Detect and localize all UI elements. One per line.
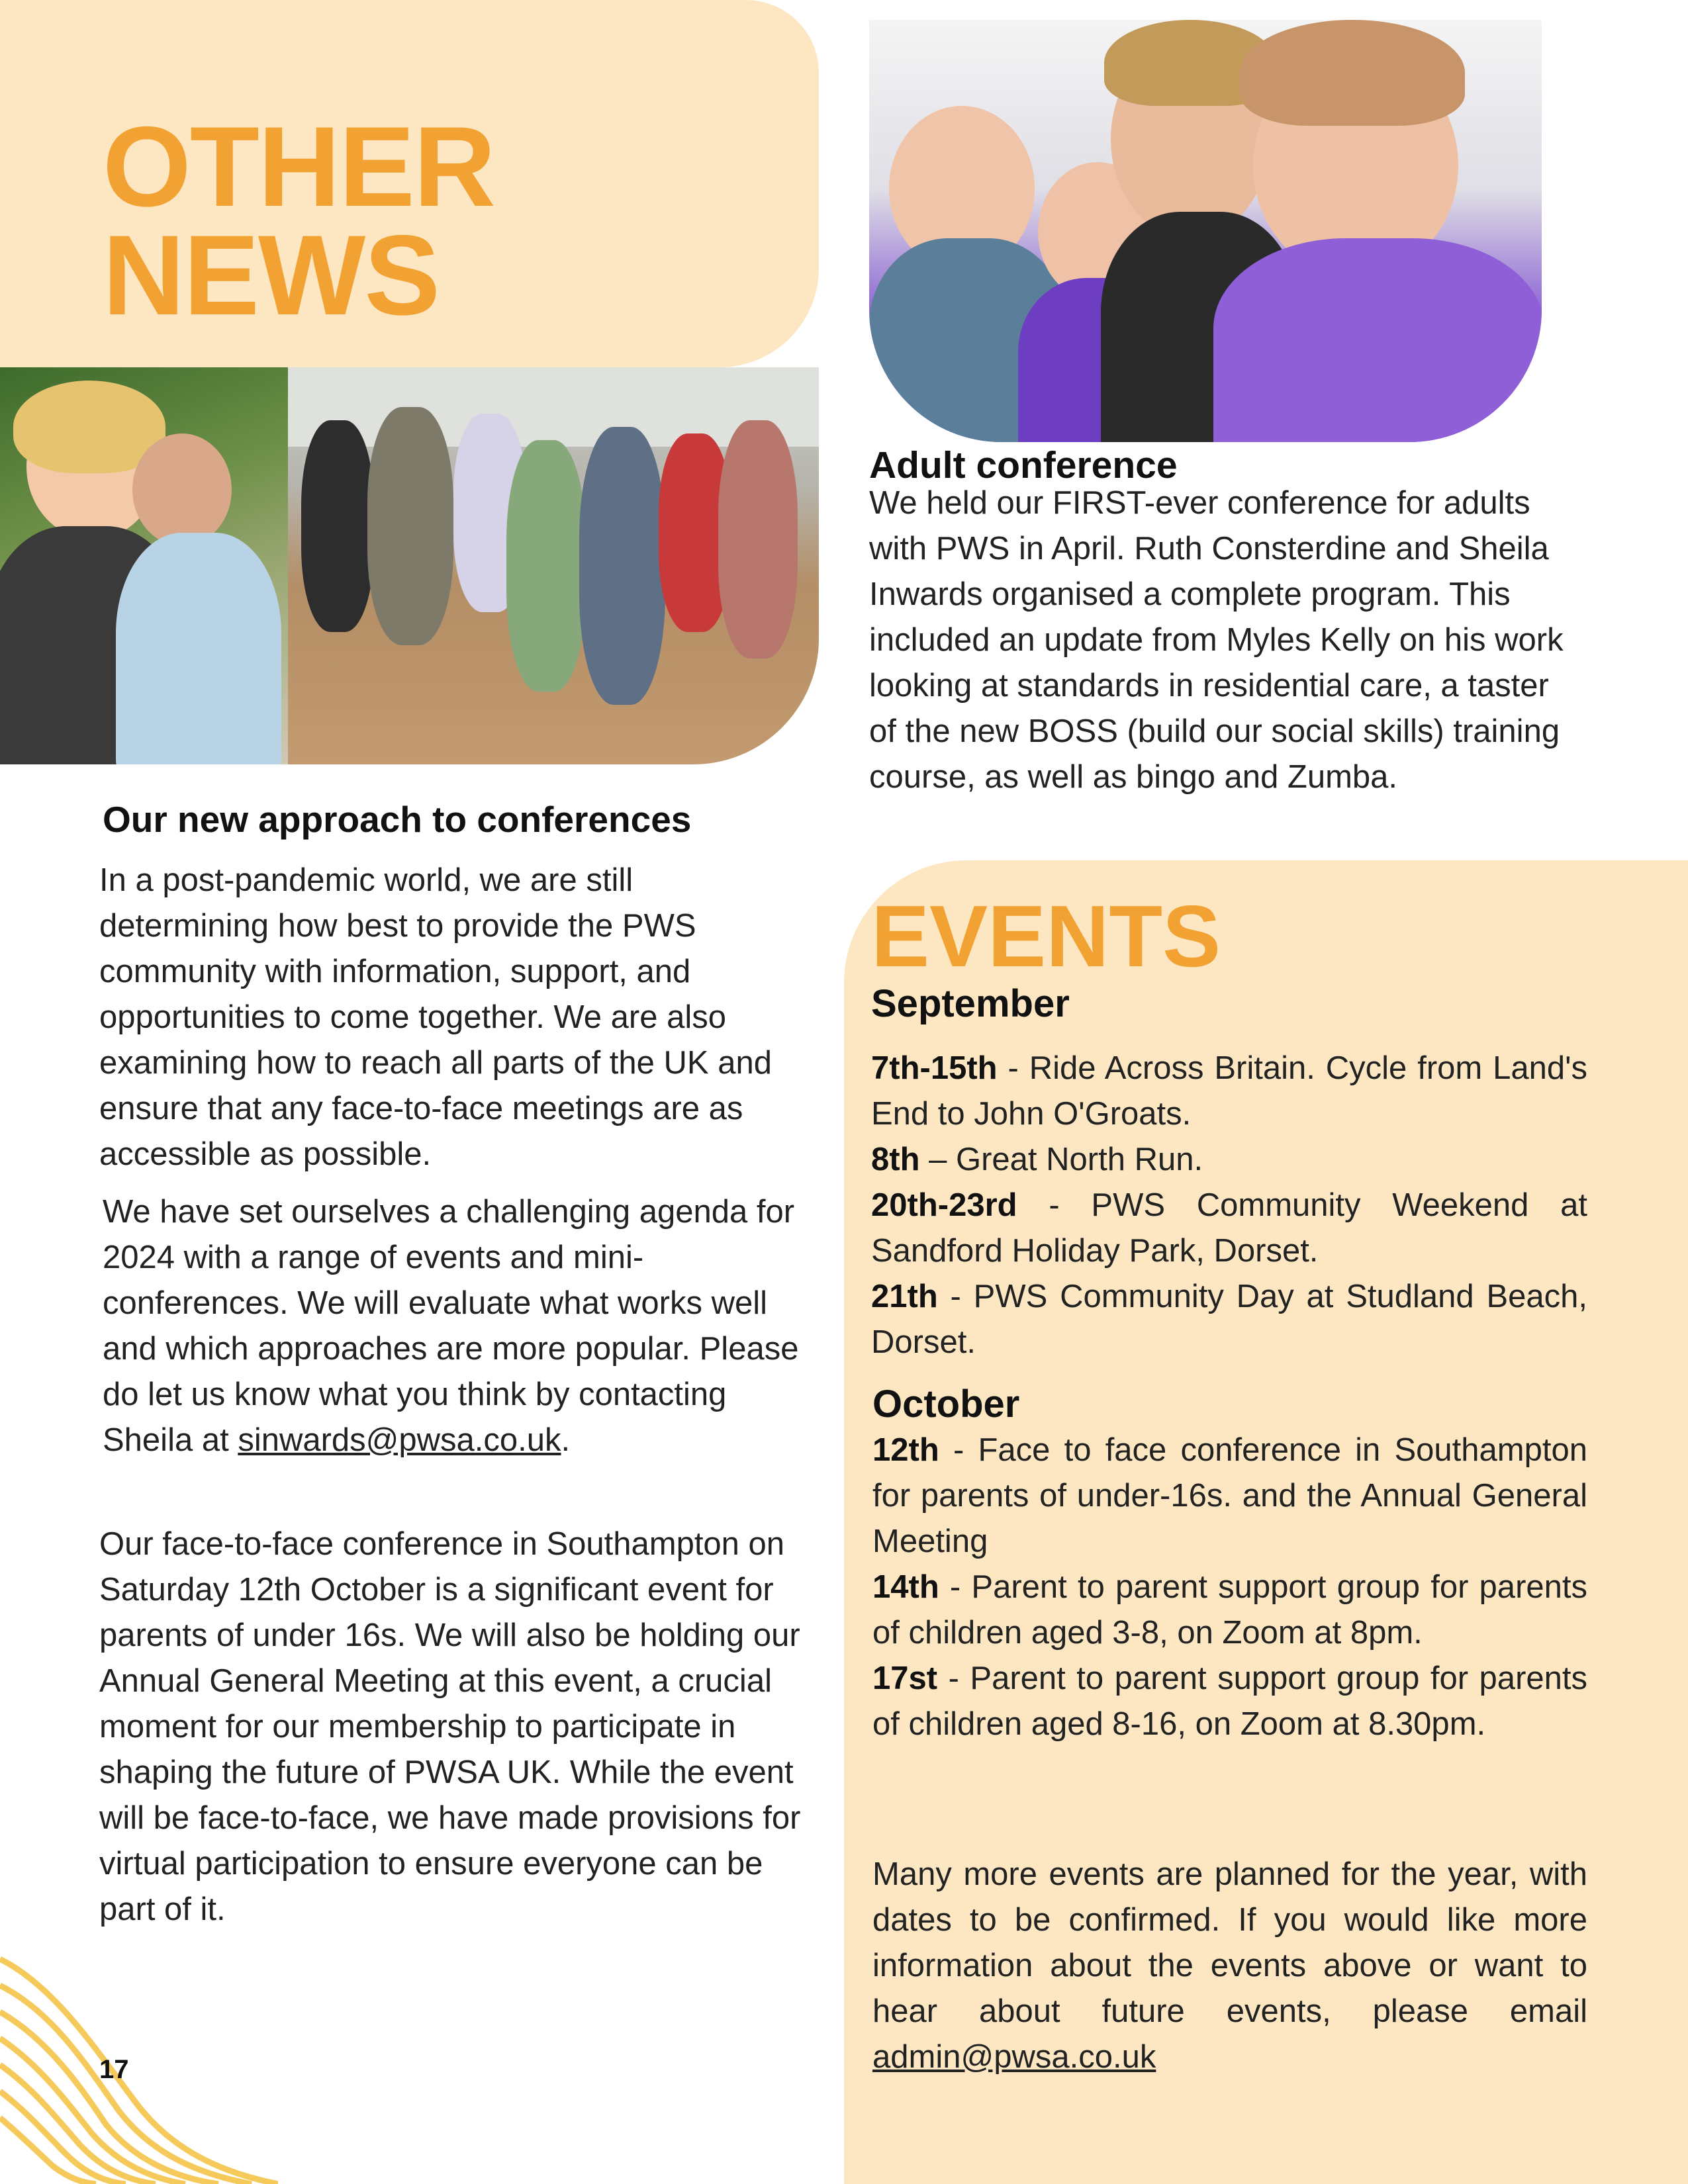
conferences-paragraph-2-end: .	[561, 1422, 571, 1458]
event-description: - Face to face conference in Southampton for parents of under-16s. and the Annual General Meeting	[872, 1432, 1587, 1559]
admin-email-link[interactable]: admin@pwsa.co.uk	[872, 2039, 1156, 2075]
photo-adult-conference-organisers	[869, 20, 1542, 442]
photo-two-friends	[0, 367, 288, 764]
events-more-info	[872, 1852, 1587, 2080]
page-title: OTHER NEWS	[103, 103, 494, 339]
page-number: 17	[99, 2055, 129, 2084]
event-description: - Parent to parent support group for parents of children aged 3-8, on Zoom at 8pm.	[872, 1569, 1587, 1651]
event-item	[872, 1565, 1587, 1656]
event-description: - Parent to parent support group for parents of children aged 8-16, on Zoom at 8.30pm.	[872, 1661, 1587, 1742]
sheila-email-link[interactable]: sinwards@pwsa.co.uk	[238, 1422, 561, 1458]
adult-conference-heading: Adult conference	[869, 444, 1178, 486]
adult-conference-body: We held our FIRST-ever conference for adults with PWS in April. Ruth Consterdine and Sheila Inwards organised a complete program. This included an update from Myles Kelly on his work looking at standards in residential care, a taster of the new BOSS (build our social skills) training course, as well as bingo and Zumba.	[869, 485, 1564, 795]
event-description: - PWS Community Weekend at Sandford Holiday Park, Dorset.	[871, 1187, 1587, 1269]
wave-decoration	[0, 1946, 278, 2184]
event-description: – Great North Run.	[919, 1142, 1203, 1177]
event-description: - Ride Across Britain. Cycle from Land's End to John O'Groats.	[871, 1050, 1587, 1132]
event-date: 12th	[872, 1432, 939, 1468]
conferences-paragraph-2-text: We have set ourselves a challenging agenda for 2024 with a range of events and mini-conferences. We will evaluate what works well and which approaches are more popular. Please do let us know what you think by contacting Sheila at	[103, 1194, 799, 1458]
event-date: 20th-23rd	[871, 1187, 1017, 1223]
event-item	[871, 1137, 1587, 1183]
event-description: - PWS Community Day at Studland Beach, Dorset.	[871, 1279, 1587, 1360]
photo-dance-group	[288, 367, 819, 764]
event-date: 7th-15th	[871, 1050, 998, 1086]
conferences-heading: Our new approach to conferences	[103, 799, 692, 840]
events-more-text: Many more events are planned for the year, with dates to be confirmed. If you would like more information about the events above or want to hear about future events, please email	[872, 1856, 1587, 2029]
event-item	[872, 1656, 1587, 1747]
event-item	[871, 1046, 1587, 1137]
conferences-paragraph-1: In a post-pandemic world, we are still determining how best to provide the PWS community with information, support, and opportunities to come together. We are also examining how to reach all parts of the UK and ensure that any face-to-face meetings are as accessible as possible.	[99, 862, 772, 1172]
event-date: 14th	[872, 1569, 939, 1605]
event-item	[872, 1428, 1587, 1565]
event-date: 17st	[872, 1661, 938, 1696]
event-date: 8th	[871, 1142, 920, 1177]
event-item	[871, 1274, 1587, 1365]
conferences-paragraph-3: Our face-to-face conference in Southampton on Saturday 12th October is a significant event for parents of under 16s. We will also be holding our Annual General Meeting at this event, a crucial moment for our membership to participate in shaping the future of PWSA UK. While the event will be face-to-face, we have made provisions for virtual participation to ensure everyone can be part of it.	[99, 1526, 801, 1927]
event-date: 21th	[871, 1279, 938, 1314]
october-heading: October	[872, 1383, 1020, 1426]
event-item	[871, 1183, 1587, 1274]
september-heading: September	[871, 982, 1070, 1025]
events-title: EVENTS	[871, 887, 1221, 985]
september-events-list	[871, 1046, 1587, 1365]
conferences-paragraph-2	[103, 1189, 804, 1463]
october-events-list	[872, 1428, 1587, 1747]
